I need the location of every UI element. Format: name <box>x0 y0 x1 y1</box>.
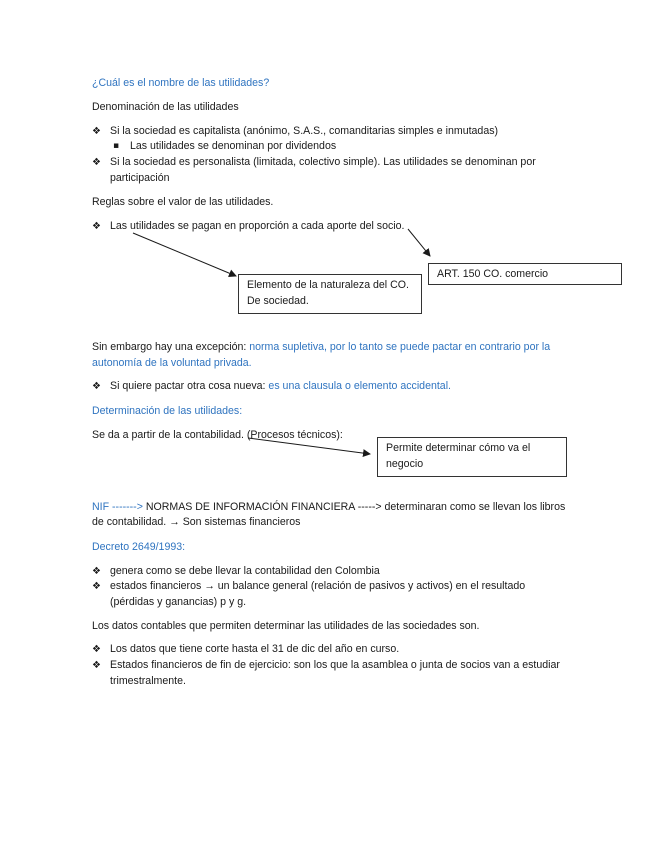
nif-label: NIF -------> <box>92 501 146 513</box>
decreto-bullet-1: genera como se debe llevar la contabilidad den Colombia <box>110 565 380 577</box>
diamond-bullet-icon: ❖ <box>92 126 101 137</box>
decreto-bullet-2: estados financieros → un balance general (relación de pasivos y activos) en el resultado <box>110 580 526 592</box>
arrow-to-art <box>408 229 430 256</box>
nif-line-2: de contabilidad. → Son sistemas financieros <box>92 516 301 528</box>
contables-title: Los datos contables que permiten determinar las utilidades de las sociedades son. <box>92 620 480 632</box>
bullet-personalista-cont: participación <box>110 172 170 184</box>
heading-question: ¿Cuál es el nombre de las utilidades? <box>92 77 270 89</box>
diamond-bullet-icon: ❖ <box>92 157 101 168</box>
exception-norma: norma supletiva, por lo tanto se puede pactar en contrario por la <box>249 341 551 353</box>
square-bullet-icon: ▪ <box>113 141 120 151</box>
diamond-bullet-icon: ❖ <box>92 644 101 655</box>
box-permite-line-1: Permite determinar cómo va el <box>386 442 531 454</box>
decreto-title: Decreto 2649/1993: <box>92 541 186 553</box>
rules-title: Reglas sobre el valor de las utilidades. <box>92 196 274 208</box>
box-art-text: ART. 150 CO. comercio <box>437 268 549 280</box>
decreto-bullet-2-cont: (pérdidas y ganancias) p y g. <box>110 596 247 608</box>
arrow-to-permite <box>248 438 370 454</box>
diamond-bullet-icon: ❖ <box>92 221 101 232</box>
exception-intro: Sin embargo hay una excepción: <box>92 341 250 353</box>
contables-bullet-1: Los datos que tiene corte hasta el 31 de dic del año en curso. <box>110 643 400 655</box>
denomination-title: Denominación de las utilidades <box>92 101 239 113</box>
pactar-intro: Si quiere pactar otra cosa nueva: <box>110 380 269 392</box>
pactar-clausula: es una clausula o elemento accidental. <box>268 380 451 392</box>
sub-dividendos: Las utilidades se denominan por dividendos <box>130 140 337 152</box>
determination-line: Se da a partir de la contabilidad. (Procesos técnicos): <box>92 429 343 441</box>
diamond-bullet-icon: ❖ <box>92 581 101 592</box>
diamond-bullet-icon: ❖ <box>92 660 101 671</box>
determination-title: Determinación de las utilidades: <box>92 405 243 417</box>
box-elemento-line-1: Elemento de la naturaleza del CO. <box>247 279 409 291</box>
bullet-capitalista: Si la sociedad es capitalista (anónimo, S.A.S., comanditarias simples e inmutadas) <box>110 125 499 137</box>
bullet-proporcion: Las utilidades se pagan en proporción a cada aporte del socio. <box>110 220 405 232</box>
exception-line-2: autonomía de la voluntad privada. <box>92 357 252 369</box>
box-elemento-line-2: De sociedad. <box>247 295 309 307</box>
contables-bullet-2-cont: trimestralmente. <box>110 675 186 687</box>
contables-bullet-2: Estados financieros de fin de ejercicio: son los que la asamblea o junta de socios van a estudiar <box>110 659 560 671</box>
box-permite-line-2: negocio <box>386 458 424 470</box>
bullet-personalista: Si la sociedad es personalista (limitada, colectivo simple). Las utilidades se denominan por <box>110 156 536 168</box>
diamond-bullet-icon: ❖ <box>92 566 101 577</box>
nif-normas: NORMAS DE INFORMACIÓN FINANCIERA -----> determinaran como se llevan los libros <box>145 501 566 513</box>
diamond-bullet-icon: ❖ <box>92 381 101 392</box>
arrow-to-elemento <box>133 233 236 276</box>
